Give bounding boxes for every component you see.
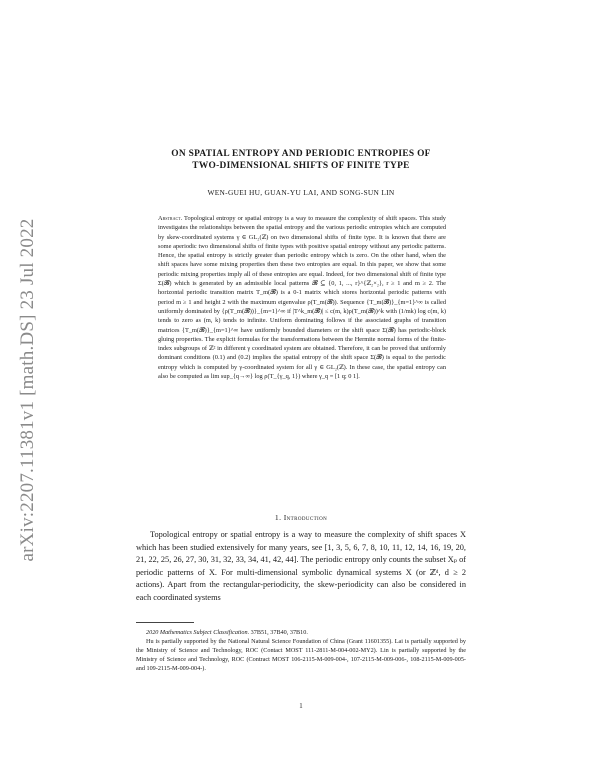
introduction-paragraph: Topological entropy or spatial entropy is a way to measure the complexity of shift spaces X which has been studied extensively for many years, see [1, 3, 5, 6, 7, 8, 10, 11, 12, 14, 16, 19, 20, 21, 22, 25, 26, 27, 30, 31, 32, 33, 34, 41, 42, 44]. The periodic entropy only counts the subset Xₚ of periodic patterns of X. For multi-dimensional symbolic dynamical systems X (or ℤᵈ, d ≥ 2 actions). Apart from the rectangular-periodicity, the skew-periodicity can also be considered in each coordinated systems — [136, 530, 466, 602]
arxiv-stamp — [14, 190, 42, 590]
footnote-msc — [136, 628, 466, 637]
section-number: 1. — [274, 513, 282, 522]
section-heading — [136, 513, 466, 522]
footnote-msc-codes: 37B51, 37B40, 37B10. — [250, 629, 308, 636]
footnote-funding: Hu is partially supported by the National Natural Science Foundation of China (Grant 11601355). Lai is partially supported by the Ministry of Science and Technology, ROC (Contact MOST 111-2811-M-004-002-MY2). Lin is partially supported by the Ministry of Science and Technology, ROC (Contract MOST 106-2115-M-009-004-, 107-2115-M-009-006-, 108-2115-M-009-005- and 109-2115-M-009-004-). — [136, 638, 466, 672]
arxiv-identifier: arXiv:2207.11381v1 [math.DS] 23 Jul 2022 — [17, 218, 38, 562]
author-list: WEN-GUEI HU, GUAN-YU LAI, AND SONG-SUN LIN — [207, 188, 395, 197]
abstract-label: Abstract. — [158, 215, 183, 222]
footnote-msc-label: 2020 Mathematics Subject Classification. — [146, 629, 250, 636]
title-line-1: ON SPATIAL ENTROPY AND PERIODIC ENTROPIES OF — [171, 149, 431, 159]
paper-page — [136, 0, 466, 776]
abstract-text: Topological entropy or spatial entropy is a way to measure the complexity of shift spaces. This study investigates the relationships between the spatial entropy and the various periodic entropies which are computed by skew-coordinated systems γ ∈ GL₂(ℤ) on two dimensional shifts of finite type. It is known that there are some aperiodic two dimensional shifts of finite types with positive spatial entropy without any periodic patterns. Hence, the spatial entropy is strictly greater than periodic entropy which is zero. On the other hand, when the shift spaces have some mixing properties then these two entropies are equal. In this paper, we show that some periodic mixing properties imply all of these entropies are equal. Indeed, for two dimensional shift of finite type Σ(𝓑) which is generated by an admissible local patterns 𝓑 ⊆ {0, 1, ..., r}^{ℤ₂×₂}, r ≥ 1 and m ≥ 2. The horizontal periodic transition matrix T_m(𝓑) is a 0-1 matrix which stores horizontal periodic patterns with period m ≥ 1 and height 2 with the maximum eigenvalue ρ(T_m(𝓑)). Sequence {T_m(𝓑)}_{m=1}^∞ is called uniformly dominated by {ρ(T_m(𝓑))}_{m=1}^∞ if |T^k_m(𝓑)| ≤ c(m, k)ρ(T_m(𝓑))^k with (1/mk) log c(m, k) tends to zero as (m, k) tends to infinite. Uniform dominating follows if the associated graphs of transition matrices {T_m(𝓑)}_{m=1}^∞ have uniformly bounded diameters or the shift space Σ(𝓑) has periodic-block gluing properties. The explicit formulas for the transformations between the Hermite normal forms of the finite-index subgroups of ℤ² in different γ coordinated system are obtained. Therefore, it can be proved that uniformly dominant conditions (0.1) and (0.2) implies the spatial entropy of the shift space Σ(𝓑) is equal to the periodic entropy which is computed by γ-coordinated system for all γ ∈ GL₂(ℤ). In these case, the spatial entropy can also be computed as lim sup_{q→∞} log ρ(T_{γ_q, 1}) where γ_q = [1 q; 0 1]. — [158, 215, 446, 381]
abstract — [158, 214, 446, 381]
footnotes — [136, 628, 466, 673]
section-name: Introduction — [283, 513, 328, 522]
page-number: 1 — [299, 703, 303, 710]
paper-title — [136, 148, 466, 172]
footnote-divider — [136, 622, 194, 623]
title-line-2: TWO-DIMENSIONAL SHIFTS OF FINITE TYPE — [192, 161, 410, 171]
